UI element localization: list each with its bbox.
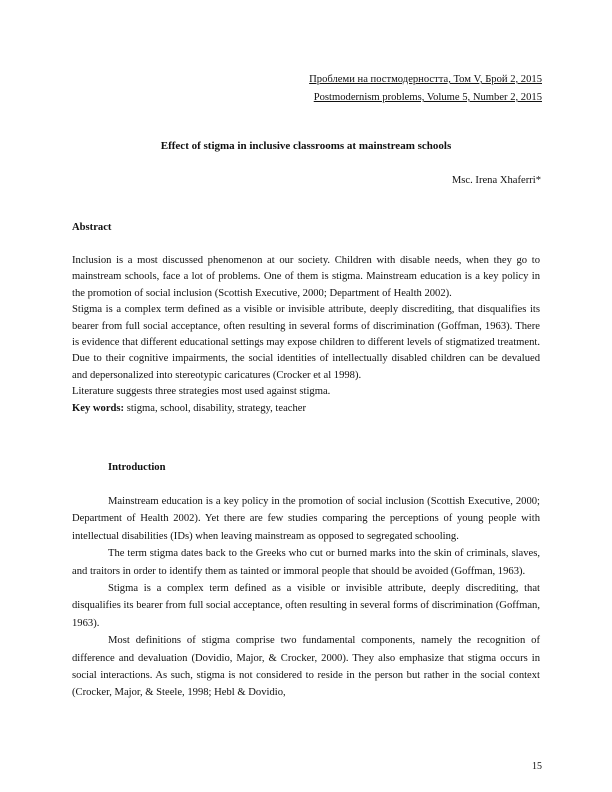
- paper-title: Effect of stigma in inclusive classrooms at mainstream schools: [160, 140, 452, 152]
- introduction-paragraph: The term stigma dates back to the Greeks who cut or burned marks into the skin of criminals, slaves, and traitors in order to identify them as tainted or immoral people that should be avoided (Goffman, 1963).: [72, 548, 540, 577]
- introduction-heading: Introduction: [108, 462, 166, 473]
- keywords-line: [72, 401, 540, 417]
- abstract-heading: Abstract: [72, 222, 112, 233]
- abstract-body: [72, 253, 540, 417]
- journal-line-bg[interactable]: Проблеми на постмодерността, Том V, Брой 2, 2015: [309, 74, 542, 85]
- keywords-list: stigma, school, disability, strategy, teacher: [124, 402, 307, 414]
- abstract-paragraph: Literature suggests three strategies most used against stigma.: [72, 386, 331, 398]
- page-number: 15: [532, 761, 542, 772]
- journal-line-en[interactable]: Postmodernism problems, Volume 5, Number 2, 2015: [313, 92, 542, 103]
- introduction-paragraph: Mainstream education is a key policy in the promotion of social inclusion (Scottish Executive, 2000; Department of Health 2002). Yet there are few studies comparing the perceptions of young people with intellectual disabilities (IDs) when leaving mainstream as opposed to segregated schooling.: [72, 496, 540, 542]
- abstract-paragraph: Inclusion is a most discussed phenomenon at our society. Children with disable needs, when they go to mainstream schools, face a lot of problems. One of them is stigma. Mainstream education is a key policy in the promotion of social inclusion (Scottish Executive, 2000; Department of Health 2002).: [72, 255, 540, 299]
- keywords-label: Key words:: [72, 402, 125, 414]
- journal-header: [309, 71, 542, 107]
- introduction-paragraph: Most definitions of stigma comprise two fundamental components, namely the recognition of difference and devaluation (Dovidio, Major, & Crocker, 2000). They also emphasize that stigma occurs in social interactions. As such, stigma is not considered to reside in the person but rather in the social context (Crocker, Major, & Steele, 1998; Hebl & Dovidio,: [72, 635, 540, 699]
- abstract-paragraph: Stigma is a complex term defined as a visible or invisible attribute, deeply discrediting, that disqualifies its bearer from full social acceptance, often resulting in several forms of discrimination (Goffman, 1963). There is evidence that different educational settings may expose children to different levels of stigmatized treatment. Due to their cognitive impairments, the social identities of intellectually disabled children can be devalued and depersonalized into stereotypic caricatures (Crocker et al 1998).: [72, 304, 540, 381]
- introduction-paragraph: Stigma is a complex term defined as a visible or invisible attribute, deeply discrediting, that disqualifies its bearer from full social acceptance, often resulting in several forms of discrimination (Goffman, 1963).: [72, 583, 540, 629]
- introduction-body: [72, 493, 540, 702]
- author-name: Msc. Irena Xhaferri*: [451, 175, 541, 186]
